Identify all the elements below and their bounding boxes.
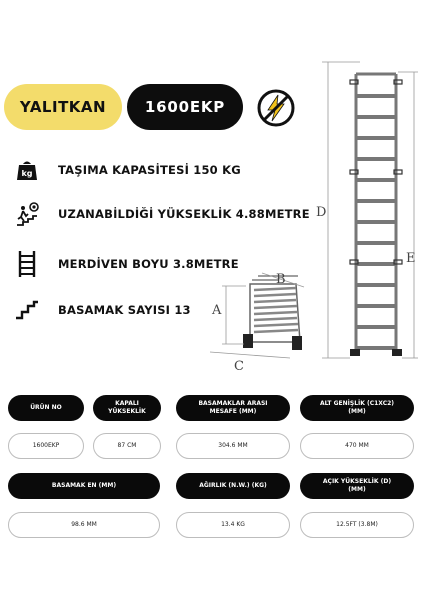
spec-value-weight: 13.4 KG	[176, 512, 290, 538]
feature-label: MERDİVEN BOYU 3.8METRE	[58, 257, 239, 271]
ladder-dimension-diagram	[200, 40, 424, 380]
ladder-icon	[14, 251, 40, 277]
dimension-a-label: A	[212, 303, 222, 318]
svg-text:kg: kg	[21, 169, 33, 178]
extended-ladder	[350, 74, 402, 356]
spec-value-closed-height: 87 CM	[93, 433, 161, 459]
spec-header-bottom-width: ALT GENİŞLİK (C1XC2) (MM)	[300, 395, 414, 421]
spec-value-bottom-width: 470 MM	[300, 433, 414, 459]
spec-value-step-spacing: 304.6 MM	[176, 433, 290, 459]
spec-header-step-spacing: BASAMAKLAR ARASI MESAFE (MM)	[176, 395, 290, 421]
model-badge: 1600EKP	[127, 84, 243, 130]
spec-header-open-height: AÇIK YÜKSEKLİK (D) (MM)	[300, 473, 414, 499]
dimension-b-label: B	[276, 272, 286, 287]
spec-header-product-no: ÜRÜN NO	[8, 395, 84, 421]
feature-label: BASAMAK SAYISI 13	[58, 303, 191, 317]
dimension-e-label: E	[406, 251, 416, 266]
dimension-c-label: C	[234, 359, 244, 374]
spec-value-step-width: 98.6 MM	[8, 512, 160, 538]
dimension-d-label: D	[316, 205, 327, 220]
spec-value-open-height: 12.5FT (3.8M)	[300, 512, 414, 538]
weight-kg-icon	[14, 157, 40, 183]
feature-label: TAŞIMA KAPASİTESİ 150 KG	[58, 163, 241, 177]
collapsed-ladder	[210, 273, 304, 358]
spec-header-weight: AĞIRLIK (N.W.) (KG)	[176, 473, 290, 499]
feature-steps	[14, 297, 191, 323]
spec-header-step-width: BASAMAK EN (MM)	[8, 473, 160, 499]
category-badge: YALITKAN	[4, 84, 122, 130]
feature-label: UZANABİLDİĞİ YÜKSEKLİK 4.88METRE	[58, 207, 310, 221]
spec-header-closed-height: KAPALI YÜKSEKLİK	[93, 395, 161, 421]
stairs-icon	[14, 297, 40, 323]
spec-value-product-no: 1600EKP	[8, 433, 84, 459]
height-extension-icon	[14, 201, 40, 227]
